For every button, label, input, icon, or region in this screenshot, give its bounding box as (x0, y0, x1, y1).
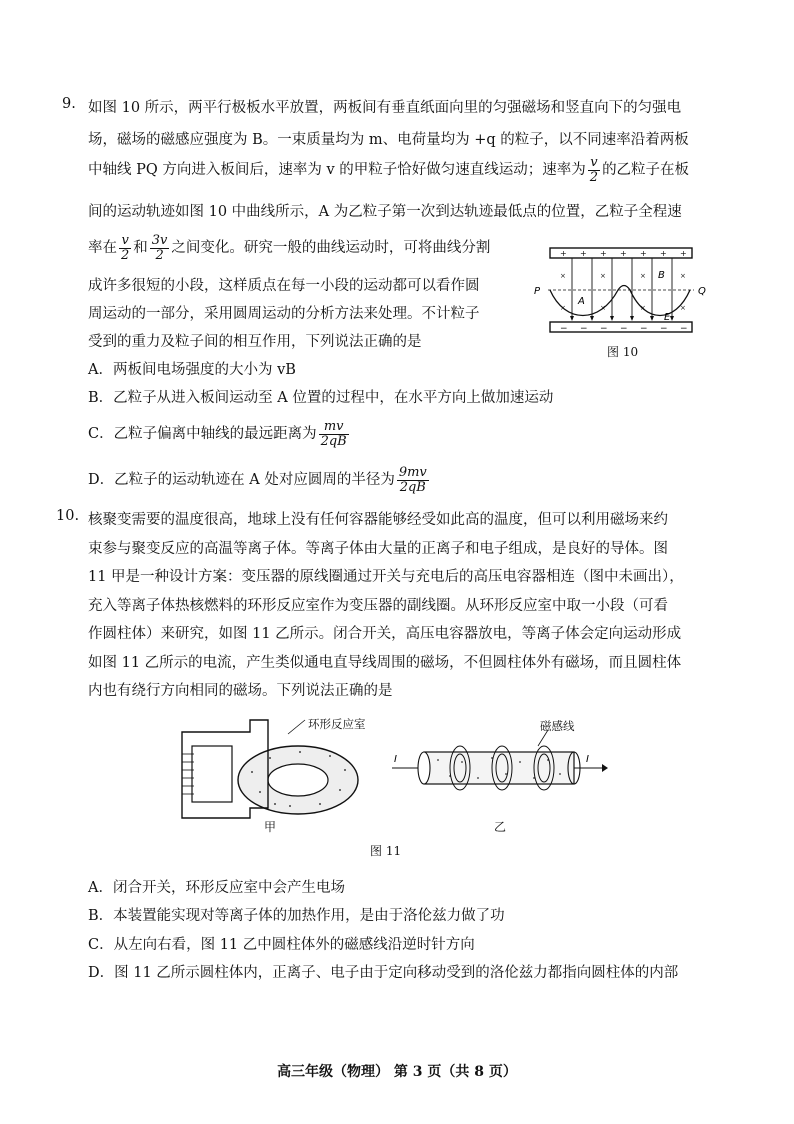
q10-line3: 11 甲是一种设计方案：变压器的原线圈通过开关与充电后的高压电容器相连（图中未画出）， (88, 569, 684, 585)
q9-line6: 成许多很短的小段，这样质点在每一小段的运动都可以看作圆 (88, 278, 480, 294)
figure-11-caption: 图 11 (370, 844, 402, 858)
frac-3v-over-2: $\frac{3v}{2}$ (151, 233, 168, 263)
q9-line4: 间的运动轨迹如图 10 中曲线所示，A 为乙粒子第一次到达轨迹最低点的位置，乙粒子全程速 (88, 204, 682, 220)
q9-line5 (88, 234, 490, 262)
q9-option-c (88, 420, 351, 448)
svg-text:×: × (560, 272, 566, 280)
plus-signs (560, 249, 687, 258)
svg-text:+: + (680, 249, 687, 258)
core-window (192, 746, 232, 802)
svg-text:−: − (580, 324, 588, 334)
figure-10-caption: 图 10 (607, 345, 639, 359)
label-e: E (664, 312, 671, 323)
frac-v-over-2-b: $\frac{v}{2}$ (121, 233, 130, 263)
figure-11-yi-cylinder (388, 722, 608, 812)
label-p: P (534, 286, 541, 297)
q9-line5-b: 和 (133, 240, 148, 257)
q10-option-a: A．闭合开关，环形反应室中会产生电场 (88, 880, 345, 896)
current-label-right: I (586, 754, 589, 765)
current-arrowhead (602, 764, 608, 772)
q10-line7: 内也有绕行方向相同的磁场。下列说法正确的是 (88, 683, 393, 699)
q10-line5: 作圆柱体）来研究，如图 11 乙所示。闭合开关，高压电容器放电，等离子体会定向运动形成 (88, 626, 682, 642)
svg-text:×: × (640, 304, 646, 312)
fig-11-sub-yi: 乙 (494, 820, 507, 834)
svg-text:×: × (600, 272, 606, 280)
svg-text:+: + (560, 249, 567, 258)
label-q: Q (698, 286, 706, 297)
q9-line5-a: 率在 (88, 240, 117, 257)
q10-line2: 束参与聚变反应的高温等离子体。等离子体由大量的正离子和电子组成，是良好的导体。图 (88, 541, 668, 557)
svg-text:+: + (660, 249, 667, 258)
svg-text:×: × (680, 304, 686, 312)
svg-text:−: − (680, 324, 688, 334)
q9-option-d-text: D．乙粒子的运动轨迹在 A 处对应圆周的半径为 (88, 472, 395, 489)
page-footer: 高三年级（物理） 第 3 页（共 8 页） (277, 1064, 517, 1080)
q9-option-d (88, 466, 431, 494)
svg-text:−: − (600, 324, 608, 334)
q9-option-b: B．乙粒子从进入板间运动至 A 位置的过程中，在水平方向上做加速运动 (88, 390, 554, 406)
svg-text:−: − (620, 324, 628, 334)
q10-option-d: D．图 11 乙所示圆柱体内，正离子、电子由于定向移动受到的洛伦兹力都指向圆柱体的内部 (88, 965, 679, 981)
svg-text:×: × (600, 304, 606, 312)
q10-option-b: B．本装置能实现对等离子体的加热作用，是由于洛伦兹力做了功 (88, 908, 505, 924)
q9-number: 9. (62, 96, 76, 112)
field-lines (572, 258, 672, 320)
q9-line3 (88, 156, 689, 184)
q9-option-a: A．两板间电场强度的大小为 vB (88, 362, 296, 378)
q9-line3-a: 中轴线 PQ 方向进入板间后，速率为 v 的甲粒子恰好做匀速直线运动；速率为 (88, 162, 586, 179)
field-arrowheads (570, 316, 674, 321)
q9-line5-c: 之间变化。研究一般的曲线运动时，可将曲线分割 (171, 240, 491, 257)
current-label-left: I (394, 754, 397, 765)
q10-number: 10. (56, 508, 80, 524)
plasma-cylinder (424, 752, 574, 784)
q9-line3-b: 的乙粒子在板 (602, 162, 690, 179)
q9-line8: 受到的重力及粒子间的相互作用，下列说法正确的是 (88, 334, 422, 350)
label-field-line: 磁感线 (540, 719, 575, 733)
cylinder-left-end (418, 752, 430, 784)
svg-text:−: − (560, 324, 568, 334)
label-a: A (578, 296, 585, 307)
svg-text:×: × (640, 272, 646, 280)
svg-text:×: × (680, 272, 686, 280)
figure-10-diagram (530, 244, 710, 344)
q10-line6: 如图 11 乙所示的电流，产生类似通电直导线周围的磁场，不但圆柱体外有磁场，而且圆柱体 (88, 655, 682, 671)
q9-line2: 场，磁场的磁感应强度为 B。一束质量均为 m、电荷量均为 +q 的粒子，以不同速率沿着两板 (88, 132, 689, 148)
svg-text:−: − (660, 324, 668, 334)
frac-9mv-over-2qB: $\frac{9mv}{2qB}$ (398, 465, 427, 495)
q10-line1: 核聚变需要的温度很高，地球上没有任何容器能够经受如此高的温度，但可以利用磁场来约 (88, 512, 668, 528)
frac-mv-over-2qB: $\frac{mv}{2qB}$ (320, 419, 347, 449)
q9-line7: 周运动的一部分，采用圆周运动的分析方法来处理。不计粒子 (88, 306, 480, 322)
svg-text:+: + (600, 249, 607, 258)
fig-11-sub-jia: 甲 (264, 820, 277, 834)
frac-v-over-2: $\frac{v}{2}$ (589, 155, 599, 185)
svg-text:+: + (620, 249, 627, 258)
ring-leader-line (288, 720, 305, 734)
q9-option-c-text: C．乙粒子偏离中轴线的最远距离为 (88, 426, 317, 443)
q10-line4: 充入等离子体热核燃料的环形反应室作为变压器的副线圈。从环形反应室中取一小段（可看 (88, 598, 668, 614)
toroid-inner (268, 764, 328, 796)
label-ring-chamber: 环形反应室 (308, 717, 366, 731)
q9-line1: 如图 10 所示，两平行极板水平放置，两板间有垂直纸面向里的匀强磁场和竖直向下的匀强电 (88, 100, 682, 116)
q10-option-c: C．从左向右看，图 11 乙中圆柱体外的磁感线沿逆时针方向 (88, 937, 475, 953)
svg-text:+: + (580, 249, 587, 258)
label-b: B (658, 270, 665, 281)
svg-text:−: − (640, 324, 648, 334)
svg-text:×: × (560, 304, 566, 312)
svg-text:+: + (640, 249, 647, 258)
